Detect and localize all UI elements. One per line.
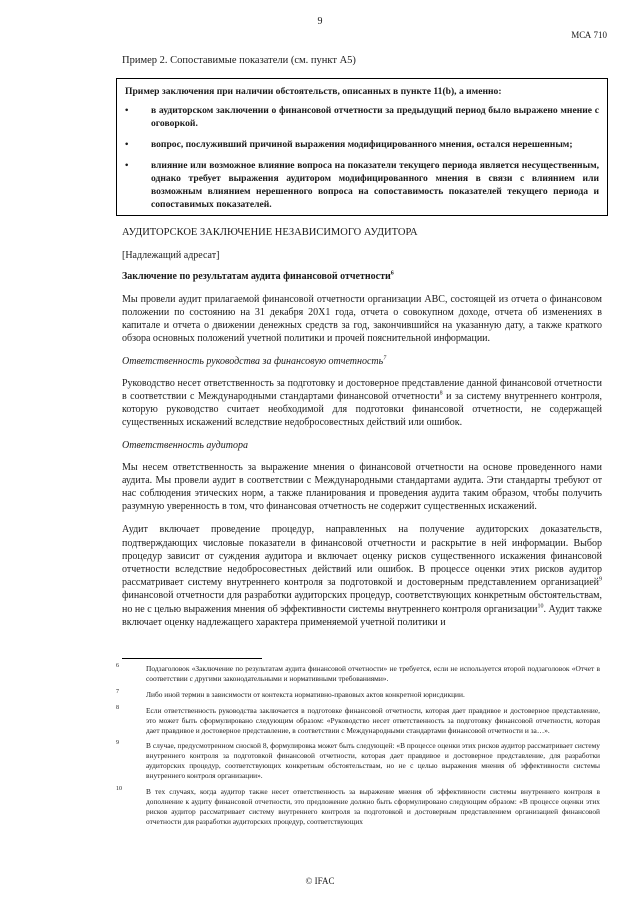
footnote bbox=[116, 741, 600, 781]
auditor-heading: Ответственность аудитора bbox=[122, 440, 248, 452]
footnote-divider bbox=[122, 658, 262, 659]
box-bullet-text: в аудиторском заключении о финансовой отчетности за предыдущий период было выражено мнение с оговоркой. bbox=[151, 105, 599, 129]
footnotes bbox=[116, 664, 600, 833]
example-box bbox=[116, 78, 608, 216]
page-number: 9 bbox=[317, 16, 323, 27]
footnote-text: В тех случаях, когда аудитор также несет ответственность за выражение мнения об эффективности системы внутреннего контроля в дополнение к аудиту финансовой отчетности, это предложение должно быть сформулировано следующим образом: «В процессе оценки этих рисков аудитор рассматривает систему внутреннего контроля за подготовкой и достоверным представлением организацией финансовой отчетности для разработки аудиторских процедур, соответствующих bbox=[146, 787, 600, 826]
management-text: и за систему внутреннего контроля, которую руководство считает необходимой для подготовки финансовой отчетности, не содержащей существенных искажений вследствие недобросовестных действий или ошибок. bbox=[122, 390, 602, 429]
footnote-text: Если ответственность руководства заключается в подготовке финансовой отчетности, которая дает правдивое и достоверное представление, это может быть сформулировано следующим образом: «Руководство несет ответственность за подготовку финансовой отчетности, которая дает правдивое и достоверное представление, в соответствии с Международными стандартами финансовой отчетности и за…». bbox=[146, 705, 600, 735]
footnote-text: В случае, предусмотренном сноской 8, формулировка может быть следующей: «В процессе оценки этих рисков аудитор рассматривает систему внутреннего контроля за подготовкой финансовой отчетности, которая дает правдивое и достоверное представление, для разработки аудиторских процедур, соответствующих конкретным обстоятельствам, но не с целью выражения мнения об эффективности системы внутреннего контроля организации». bbox=[146, 741, 600, 781]
footnote bbox=[116, 664, 600, 684]
auditor-paragraph: Мы несем ответственность за выражение мнения о финансовой отчетности на основе проведенного нами аудита. Мы провели аудит в соответствии с Международными стандартами аудита. Эти стандарты требуют от нас соблюдения этических норм, а также планирования и проведения аудита таким образом, чтобы получить разумную уверенность в том, что финансовая отчетность не содержит существенных искажений. bbox=[122, 461, 602, 513]
footnote-number: 9 bbox=[116, 740, 119, 747]
section-heading-text: Заключение по результатам аудита финансовой отчетности bbox=[122, 271, 391, 283]
footnote-ref[interactable]: 10 bbox=[537, 603, 544, 610]
footnote-ref[interactable]: 9 bbox=[599, 576, 602, 583]
footnote-number: 10 bbox=[116, 786, 122, 793]
bullet-icon: • bbox=[125, 139, 129, 150]
procedures-text: Аудит включает проведение процедур, направленных на получение аудиторских доказательств, подтверждающих числовые показатели в финансовой отчетности и раскрытие в ней информации. Выбор процедур зависит от суждения аудитора и включает оценку рисков существенного искажения финансовой отчетности вследствие недобросовестных действий или ошибок. В процессе оценки этих рисков аудитор рассматривает систему внутреннего контроля за подготовкой и достоверным представлением организацией bbox=[122, 524, 602, 589]
footnote-ref[interactable]: 7 bbox=[383, 356, 387, 363]
report-body bbox=[122, 226, 602, 639]
copyright-footer: © IFAC bbox=[305, 876, 335, 886]
bullet-icon: • bbox=[125, 105, 129, 116]
management-heading-text: Ответственность руководства за финансовую отчетность bbox=[122, 356, 384, 368]
management-heading bbox=[122, 355, 602, 368]
footnote-number: 6 bbox=[116, 663, 119, 669]
example-title: Пример 2. Сопоставимые показатели (см. пункт А5) bbox=[122, 55, 356, 66]
standard-code: МСА 710 bbox=[571, 30, 607, 40]
footnote-number: 7 bbox=[116, 688, 119, 695]
box-bullet bbox=[125, 104, 599, 130]
intro-paragraph: Мы провели аудит прилагаемой финансовой отчетности организации ABC, состоящей из отчета о финансовом положении по состоянию на 31 декабря 20X1 года, отчета о совокупном доходе, отчета об изменениях в капитале и отчета о движении денежных средств за год, закончившийся на указанную дату, а также краткого обзора основных положений учетной политики и прочей пояснительной информации. bbox=[122, 293, 602, 345]
management-text: Руководство несет ответственность за подготовку и достоверное представление данной финансовой отчетности в соответствии с Международными стандартами финансовой отчетности bbox=[122, 377, 602, 402]
footnote bbox=[116, 787, 600, 827]
box-bullet-text: вопрос, послуживший причиной выражения модифицированного мнения, остался нерешенным; bbox=[151, 139, 573, 150]
box-bullet-text: влияние или возможное влияние вопроса на показатели текущего периода является несущественным, однако требует выражения аудитором модифицированного мнения в связи с влиянием или возможным влиянием нерешенного вопроса на сопоставимость показателей текущего периода и сопоставимых показателей. bbox=[151, 160, 599, 210]
report-title: АУДИТОРСКОЕ ЗАКЛЮЧЕНИЕ НЕЗАВИСИМОГО АУДИТОРА bbox=[122, 227, 418, 238]
section-heading bbox=[122, 270, 602, 283]
footnote-text: Подзаголовок «Заключение по результатам аудита финансовой отчетности» не требуется, если не используется второй подзаголовок «Отчет в соответствии с другими законодательными и нормативными требованиями». bbox=[146, 664, 600, 683]
box-heading: Пример заключения при наличии обстоятельств, описанных в пункте 11(b), а именно: bbox=[125, 86, 502, 97]
bullet-icon: • bbox=[125, 160, 129, 171]
box-bullet bbox=[125, 138, 599, 151]
addressee: [Надлежащий адресат] bbox=[122, 250, 220, 262]
footnote bbox=[116, 690, 600, 700]
procedures-text: . Аудит также включает оценку надлежащего характера применяемой учетной политики и bbox=[122, 603, 602, 628]
footnote-number: 8 bbox=[116, 704, 119, 711]
footnote-ref[interactable]: 8 bbox=[439, 390, 443, 397]
footnote-ref[interactable]: 6 bbox=[390, 271, 394, 278]
footnote-text: Либо иной термин в зависимости от контекста нормативно-правовых актов конкретной юрисдикции. bbox=[146, 689, 465, 699]
management-paragraph bbox=[122, 377, 602, 430]
procedures-text: финансовой отчетности для разработки аудиторских процедур, соответствующих конкретным обстоятельствам, но не с целью выражения мнения об эффективности системы внутреннего контроля организации bbox=[122, 590, 602, 615]
procedures-paragraph bbox=[122, 523, 602, 629]
box-bullet bbox=[125, 159, 599, 211]
footnote bbox=[116, 706, 600, 736]
